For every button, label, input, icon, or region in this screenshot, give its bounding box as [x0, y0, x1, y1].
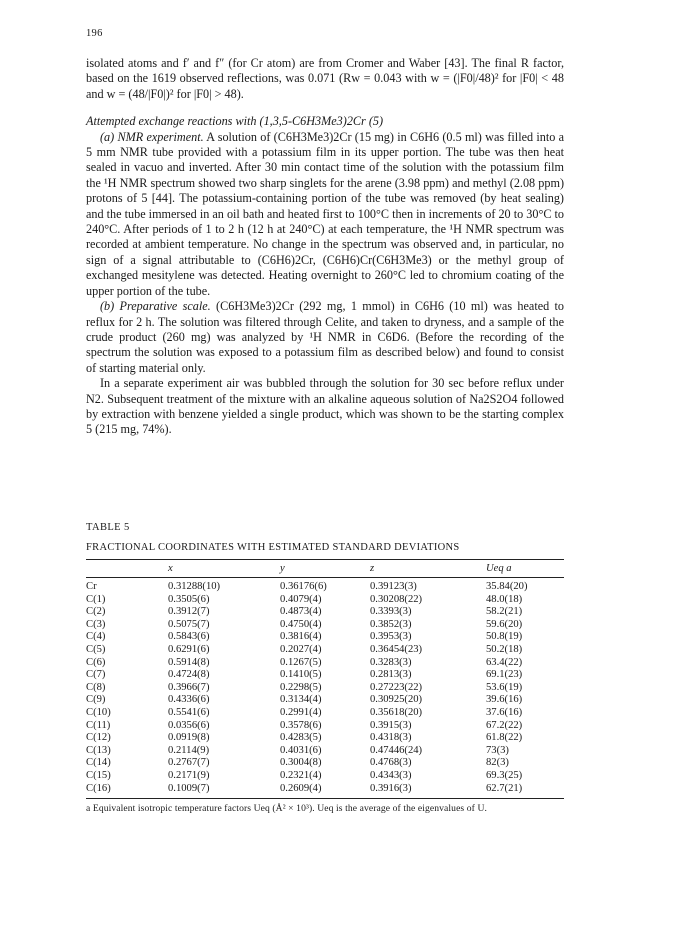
table-cell: 0.0919(8) — [168, 732, 210, 744]
table-cell: 0.27223(22) — [370, 681, 423, 693]
table-cell: 0.4750(4) — [280, 618, 322, 630]
table-cell: C(12) — [86, 732, 111, 744]
table-row — [86, 707, 564, 720]
table-cell: 0.3915(3) — [370, 719, 412, 731]
table-cell: 0.2767(7) — [168, 757, 210, 769]
table-cell: 0.5843(6) — [168, 631, 210, 643]
intro-paragraph: isolated atoms and f′ and f″ (for Cr atom) are from Cromer and Waber [43]. The final R factor, based on the 1619 observed reflections, was 0.071 (Rw = 0.043 with w = (|F0|/48)² for |F0| < 48 and w = (48/|F0|)² for |F0| > 48). — [86, 56, 564, 101]
table-cell: 0.5914(8) — [168, 656, 210, 668]
table-cell: 0.3505(6) — [168, 593, 210, 605]
table-row — [86, 631, 564, 644]
table-header-row — [86, 560, 564, 578]
table-cell: 0.3816(4) — [280, 631, 322, 643]
table-row — [86, 720, 564, 733]
table-cell: C(15) — [86, 769, 111, 781]
table-cell: 0.5541(6) — [168, 706, 210, 718]
table-cell: 61.8(22) — [486, 732, 523, 744]
table-cell: 0.39123(3) — [370, 581, 417, 592]
table-cell: 0.2609(4) — [280, 783, 370, 799]
paragraph-text-preparative: (C6H3Me3)2Cr (292 mg, 1 mmol) in C6H6 (10 ml) was heated to reflux for 2 h. The solution was filtered through Celite, and taken to dryness, and a sample of the crude product (260 mg) was analyzed by ¹H NMR in C6D6. (Before the recording of the spectrum the solution was exposed to a potassium film as described below) and found to consist of starting material only. — [86, 299, 565, 375]
table-row — [86, 619, 564, 632]
table-cell: 0.5075(7) — [168, 618, 210, 630]
table-cell: C(3) — [86, 618, 106, 630]
table-cell: 0.1267(5) — [280, 656, 322, 668]
table-cell: 73(3) — [486, 744, 509, 756]
table-row — [86, 770, 564, 783]
table-cell: 0.4318(3) — [370, 732, 412, 744]
page-number: 196 — [86, 28, 103, 39]
table-cell: 0.0356(6) — [168, 719, 210, 731]
table-cell: 0.4336(6) — [168, 694, 210, 706]
table-cell: 0.4343(3) — [370, 769, 412, 781]
paragraph-label-nmr: (a) NMR experiment. — [100, 129, 204, 144]
table-cell: 62.7(21) — [486, 783, 564, 799]
table-row — [86, 745, 564, 758]
table-cell: 0.3912(7) — [168, 606, 210, 618]
table-row — [86, 682, 564, 695]
table-cell: 0.36454(23) — [370, 643, 423, 655]
table-cell: C(14) — [86, 757, 111, 769]
table-row — [86, 657, 564, 670]
table-row — [86, 606, 564, 619]
table-cell: 50.2(18) — [486, 643, 523, 655]
table-cell: 0.3004(8) — [280, 757, 322, 769]
table-row — [86, 578, 564, 594]
table-cell: 0.2991(4) — [280, 706, 322, 718]
table-cell: 0.3283(3) — [370, 656, 412, 668]
table-cell: C(5) — [86, 643, 106, 655]
table-cell: 0.30208(22) — [370, 593, 423, 605]
table-cell: C(13) — [86, 744, 111, 756]
table-cell: C(11) — [86, 719, 111, 731]
table-cell: C(2) — [86, 606, 106, 618]
table-cell: 0.2171(9) — [168, 769, 210, 781]
table-cell: C(10) — [86, 706, 111, 718]
table-5 — [86, 522, 564, 814]
table-cell: 82(3) — [486, 757, 509, 769]
table-cell: Cr — [86, 581, 97, 592]
table-row — [86, 732, 564, 745]
table-cell: 37.6(16) — [486, 706, 523, 718]
table-cell: 35.84(20) — [486, 581, 528, 592]
header-x: x — [168, 560, 280, 578]
paragraph-text-nmr: A solution of (C6H3Me3)2Cr (15 mg) in C6H6 (0.5 ml) was filled into a 5 mm NMR tube provided with a potassium film in its upper portion. The tube was then heat sealed in vacuo and inverted. After 30 min contact time of the solution with the potassium film the ¹H NMR spectrum showed two sharp singlets for the arene (3.98 ppm) and methyl (2.08 ppm) protons of 5 [44]. The potassium-containing portion of the tube was removed (by heat sealing) and the tube immersed in an oil bath and heated first to 100°C then in increments of 20 to 30°C to 240°C. After periods of 1 to 2 h (12 h at 240°C) at each temperature, the ¹H NMR spectrum was recorded at ambient temperature. No change in the spectrum was observed and, in particular, no sign of a signal attributable to (C6H6)2Cr, (C6H6)Cr(C6H3Me3) or the methyl group of exchanged mesitylene was detected. Heating overnight to 260°C led to chromium coating of the upper portion of the tube. — [86, 129, 565, 298]
table-cell: 0.4283(5) — [280, 732, 322, 744]
paragraph-preparative-scale — [86, 299, 564, 376]
table-body — [86, 578, 564, 799]
table-cell: 0.3953(3) — [370, 631, 412, 643]
table-cell: 0.3393(3) — [370, 606, 412, 618]
table-cell: 48.0(18) — [486, 593, 523, 605]
table-cell: 0.4724(8) — [168, 669, 210, 681]
table-cell: 63.4(22) — [486, 656, 523, 668]
table-cell: 0.2813(3) — [370, 669, 412, 681]
table-cell: 69.1(23) — [486, 669, 523, 681]
paragraph-nmr-experiment — [86, 130, 564, 299]
table-row — [86, 783, 564, 799]
table-cell: C(1) — [86, 593, 106, 605]
coordinates-table — [86, 559, 564, 799]
table-cell: 0.2321(4) — [280, 769, 322, 781]
table-row — [86, 694, 564, 707]
table-cell: 0.4873(4) — [280, 606, 322, 618]
table-cell: 0.35618(20) — [370, 706, 423, 718]
table-row — [86, 644, 564, 657]
table-cell: 0.30925(20) — [370, 694, 423, 706]
table-cell: 0.2298(5) — [280, 681, 322, 693]
table-cell: 0.36176(6) — [280, 581, 327, 592]
table-cell: C(7) — [86, 669, 106, 681]
table-cell: 0.6291(6) — [168, 643, 210, 655]
table-cell: 0.3852(3) — [370, 618, 412, 630]
table-cell: 0.3578(6) — [280, 719, 322, 731]
table-row — [86, 594, 564, 607]
table-cell: 0.4768(3) — [370, 757, 412, 769]
table-cell: 0.3134(4) — [280, 694, 322, 706]
table-cell: C(8) — [86, 681, 106, 693]
table-cell: 0.47446(24) — [370, 744, 423, 756]
header-atom — [86, 560, 168, 578]
table-footnote: a Equivalent isotropic temperature factors Ueq (Å² × 10³). Ueq is the average of the eigenvalues of U. — [86, 803, 487, 815]
table-caption: FRACTIONAL COORDINATES WITH ESTIMATED STANDARD DEVIATIONS — [86, 542, 460, 553]
table-row — [86, 757, 564, 770]
table-cell: 53.6(19) — [486, 681, 523, 693]
table-cell: 0.4031(6) — [280, 744, 322, 756]
table-cell: 0.2114(9) — [168, 744, 210, 756]
table-row — [86, 669, 564, 682]
table-cell: 67.2(22) — [486, 719, 523, 731]
table-cell: 59.6(20) — [486, 618, 523, 630]
table-cell: 0.1410(5) — [280, 669, 322, 681]
table-cell: C(9) — [86, 694, 106, 706]
table-cell: C(4) — [86, 631, 106, 643]
table-label: TABLE 5 — [86, 522, 130, 533]
table-cell: 69.3(25) — [486, 769, 523, 781]
header-ueq: Ueq a — [486, 560, 564, 578]
section-heading: Attempted exchange reactions with (1,3,5-C6H3Me3)2Cr (5) — [86, 114, 384, 129]
header-y: y — [280, 560, 370, 578]
table-cell: 50.8(19) — [486, 631, 523, 643]
body-text — [86, 56, 564, 438]
header-z: z — [370, 560, 486, 578]
table-cell: 39.6(16) — [486, 694, 523, 706]
table-cell: 0.3966(7) — [168, 681, 210, 693]
table-cell: C(6) — [86, 656, 106, 668]
table-cell: 0.3916(3) — [370, 783, 486, 799]
paragraph-separate-experiment: In a separate experiment air was bubbled through the solution for 30 sec before reflux under N2. Subsequent treatment of the mixture with an alkaline aqueous solution of Na2S2O4 followed by extraction with benzene yielded a single product, which was shown to be the starting complex 5 (215 mg, 74%). — [86, 376, 564, 437]
table-cell: 0.31288(10) — [168, 581, 221, 592]
table-cell: 0.4079(4) — [280, 593, 322, 605]
table-cell: 0.1009(7) — [168, 783, 280, 799]
table-cell: C(16) — [86, 783, 168, 799]
table-cell: 0.2027(4) — [280, 643, 322, 655]
paragraph-label-preparative: (b) Preparative scale. — [100, 299, 211, 314]
table-cell: 58.2(21) — [486, 606, 523, 618]
